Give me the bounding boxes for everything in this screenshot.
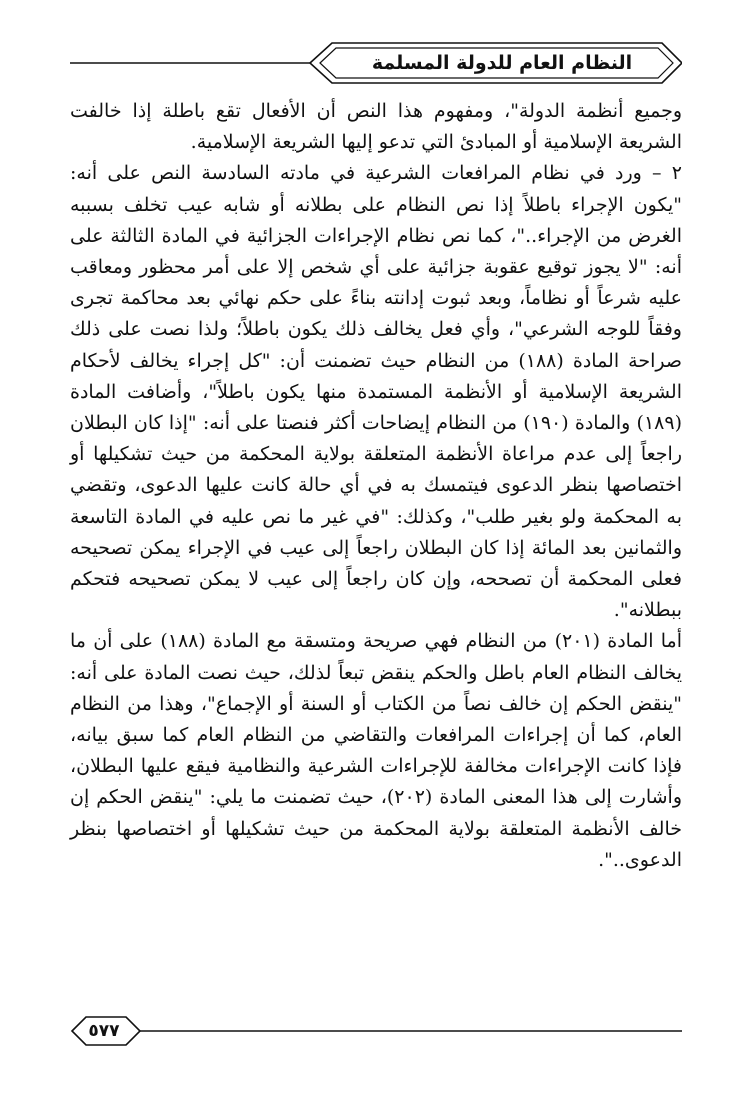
page-body: [70, 96, 682, 876]
running-header: [70, 40, 682, 86]
paragraph: وجميع أنظمة الدولة"، ومفهوم هذا النص أن الأفعال تقع باطلة إذا خالفت الشريعة الإسلامية أو المبادئ التي تدعو إليها الشريعة الإسلامية.: [70, 100, 682, 154]
paragraph: أما المادة (٢٠١) من النظام فهي صريحة ومتسقة مع المادة (١٨٨) على أن ما يخالف النظام العام باطل والحكم ينقض تبعاً لذلك، حيث نصت المادة على أنه: "ينقض الحكم إن خالف نصاً من الكتاب أو السنة أو الإجماع"، وهذا من النظام العام، كما أن إجراءات المرافعات والتقاضي من النظام العام كما سبق بيانه، فإذا كانت الإجراءات مخالفة للإجراءات الشرعية والنظامية فيقع عليها البطلان، وأشارت إلى هذا المعنى المادة (٢٠٢)، حيث تضمنت ما يلي: "ينقض الحكم إن خالف الأنظمة المتعلقة بولاية المحكمة من حيث تشكيلها أو اختصاصها بنظر الدعوى..".: [70, 630, 682, 871]
footer-frame: [68, 1012, 682, 1052]
page-number: ٥٧٧: [88, 1021, 120, 1041]
header-title: النظام العام للدولة المسلمة: [371, 52, 633, 74]
paragraph: ٢ – ورد في نظام المرافعات الشرعية في مادته السادسة النص على أنه: "يكون الإجراء باطلاً إذا نص النظام على بطلانه أو شابه عيب تخلف بسببه الغرض من الإجراء.."، كما نص نظام الإجراءات الجزائية في المادة الثالثة على أنه: "لا يجوز توقيع عقوبة جزائية على أي شخص إلا على أمر محظور ومعاقب عليه شرعاً أو نظاماً، وبعد ثبوت إدانته بناءً على حكم نهائي بعد محاكمة تجرى وفقاً للوجه الشرعي"، وأي فعل يخالف ذلك يكون باطلاً؛ ولذا نصت على ذلك صراحة المادة (١٨٨) من النظام حيث تضمنت أن: "كل إجراء يخالف لأحكام الشريعة الإسلامية أو الأنظمة المستمدة منها يكون باطلاً"، وأضافت المادة (١٨٩) والمادة (١٩٠) من النظام إيضاحات أكثر فنصتا على أنه: "إذا كان البطلان راجعاً إلى عدم مراعاة الأنظمة المتعلقة بولاية المحكمة من حيث تشكيلها أو اختصاصها بنظر الدعوى فيتمسك به في أي حالة كانت عليها الدعوى، وتقضي به المحكمة ولو بغير طلب"، وكذلك: "في غير ما نص عليه في المادة التاسعة والثمانين بعد المائة إذا كان البطلان راجعاً إلى عيب في الإجراء يمكن تصحيحه فعلى المحكمة أن تصححه، وإن كان راجعاً إلى عيب لا يمكن تصحيحه فتحكم ببطلانه".: [70, 162, 683, 622]
page-footer: [68, 1012, 682, 1052]
